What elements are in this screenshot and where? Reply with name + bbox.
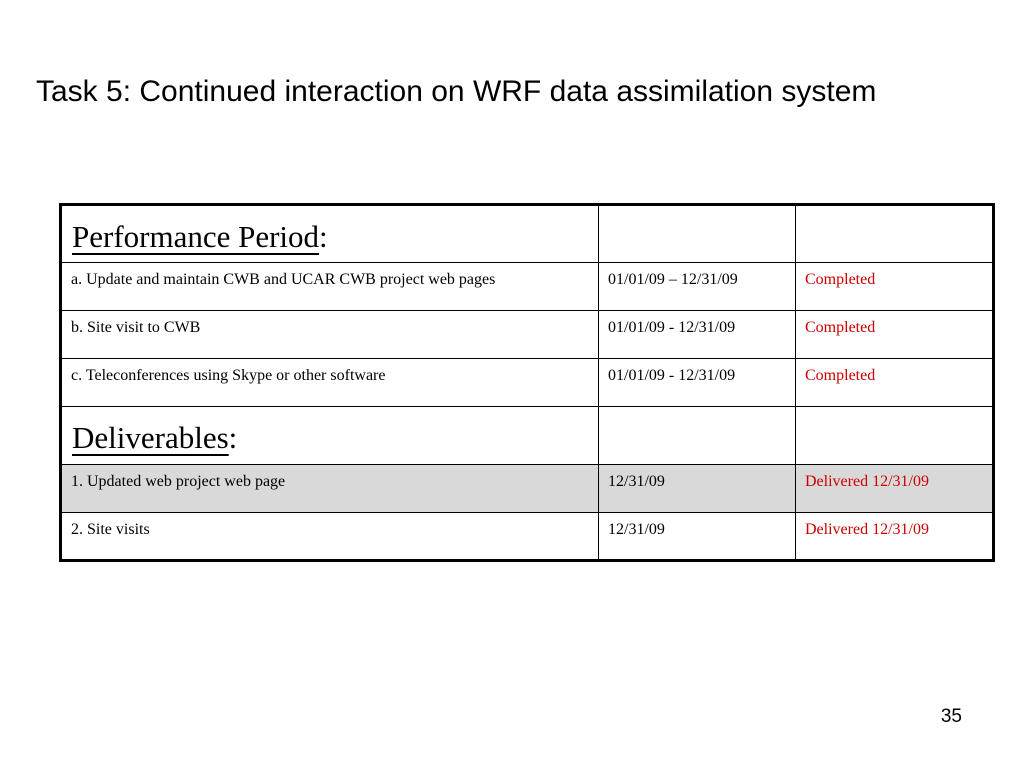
empty-cell bbox=[796, 407, 994, 465]
status-cell: Completed bbox=[796, 263, 994, 311]
period-cell: 12/31/09 bbox=[599, 513, 796, 561]
status-cell: Delivered 12/31/09 bbox=[796, 465, 994, 513]
title-prefix: Task 5: bbox=[36, 75, 132, 108]
table-row bbox=[61, 359, 994, 407]
table-row bbox=[61, 311, 994, 359]
task-cell: a. Update and maintain CWB and UCAR CWB project web pages bbox=[61, 263, 599, 311]
table-row bbox=[61, 513, 994, 561]
period-cell: 01/01/09 - 12/31/09 bbox=[599, 311, 796, 359]
period-cell: 01/01/09 - 12/31/09 bbox=[599, 359, 796, 407]
performance-period-label: Performance Period bbox=[72, 219, 320, 254]
task-cell: c. Teleconferences using Skype or other software bbox=[61, 359, 599, 407]
task-table bbox=[59, 203, 995, 562]
slide-title bbox=[36, 72, 1024, 112]
task-cell: 2. Site visits bbox=[61, 513, 599, 561]
performance-period-heading-row bbox=[61, 205, 994, 263]
empty-cell bbox=[599, 407, 796, 465]
page-number: 35 bbox=[940, 706, 962, 727]
table-row bbox=[61, 465, 994, 513]
status-cell: Completed bbox=[796, 359, 994, 407]
performance-period-colon: : bbox=[319, 219, 328, 254]
table-row bbox=[61, 263, 994, 311]
period-cell: 01/01/09 – 12/31/09 bbox=[599, 263, 796, 311]
task-cell: b. Site visit to CWB bbox=[61, 311, 599, 359]
status-cell: Delivered 12/31/09 bbox=[796, 513, 994, 561]
title-text: Continued interaction on WRF data assimilation system bbox=[139, 75, 877, 108]
empty-cell bbox=[599, 205, 796, 263]
deliverables-colon: : bbox=[228, 420, 238, 455]
status-cell: Completed bbox=[796, 311, 994, 359]
task-cell: 1. Updated web project web page bbox=[61, 465, 599, 513]
empty-cell bbox=[796, 205, 994, 263]
task-table-container bbox=[59, 203, 992, 562]
deliverables-heading bbox=[61, 407, 599, 465]
period-cell: 12/31/09 bbox=[599, 465, 796, 513]
performance-period-heading bbox=[61, 205, 599, 263]
deliverables-label: Deliverables bbox=[72, 420, 229, 455]
deliverables-heading-row bbox=[61, 407, 994, 465]
